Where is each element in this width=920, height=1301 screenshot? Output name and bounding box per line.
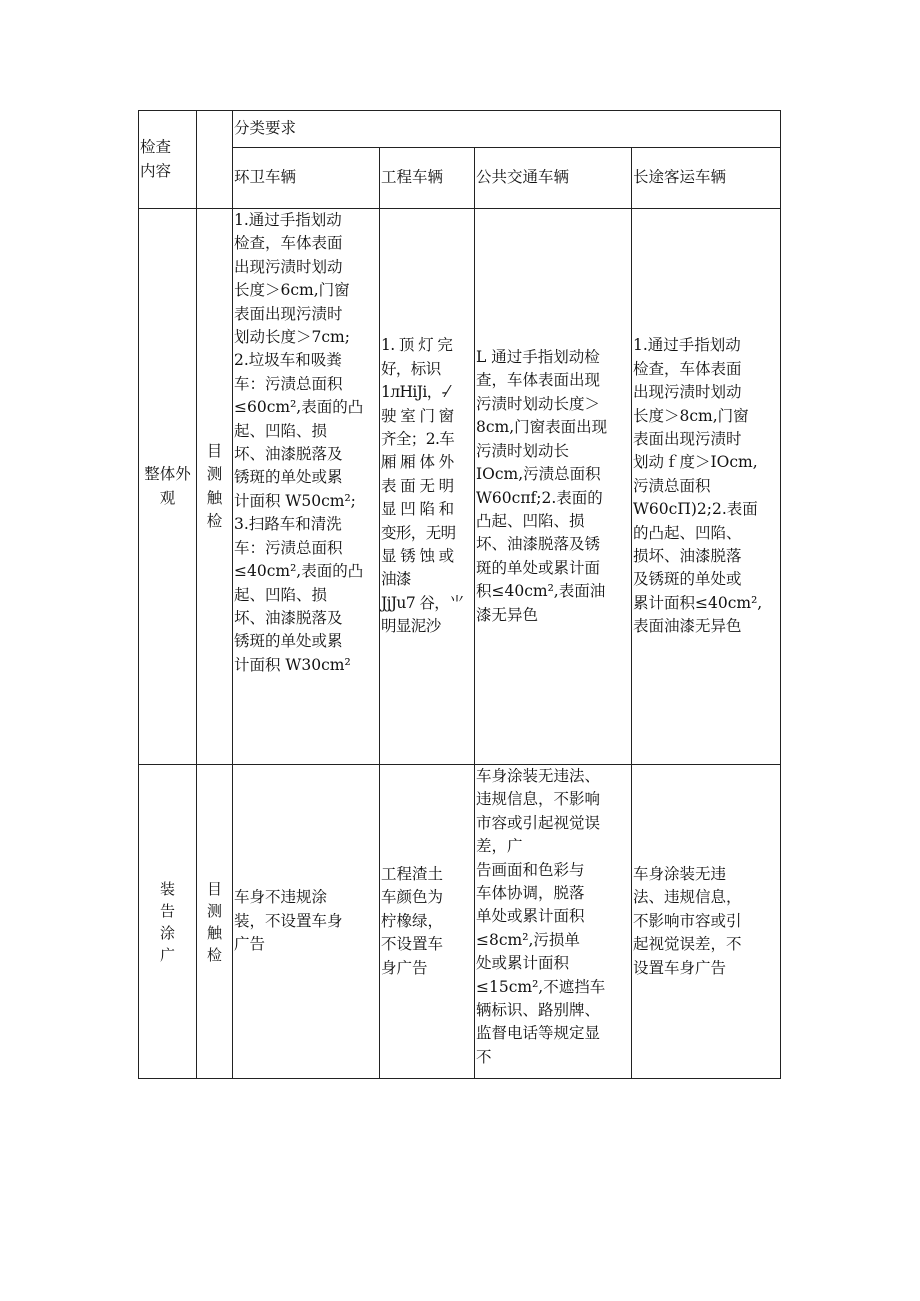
row-method: 目 测 触 检: [197, 209, 233, 765]
table-row-overall-appearance: [139, 209, 781, 765]
header-category-sanitation: 环卫车辆: [233, 148, 380, 209]
header-category-public-transport: 公共交通车辆: [475, 148, 632, 209]
row-item-label: 装 告 涂 广: [139, 765, 197, 1079]
cell-public-transport-requirement: L 通过手指划动检 查，车体表面出现 污渍时划动长度＞ 8cm,门窗表面出现 污渍时划动长 IOcm,污渍总面积 W60cπf;2.表面的 凸起、凹陷、损 坏、油漆脱落及锈 斑的单处或累计面 积≤40cm²,表面油 漆无异色: [475, 209, 632, 765]
cell-sanitation-requirement: 车身不违规涂 装，不设置车身 广告: [233, 765, 380, 1079]
cell-public-transport-requirement: 车身涂装无违法、 违规信息，不影响 市容或引起视觉误 差，广 告画面和色彩与 车体协调，脱落 单处或累计面积 ≤8cm²,污损单 处或累计面积 ≤15cm²,不遮挡车 辆标识、路别牌、 监督电话等规定显 不: [475, 765, 632, 1079]
cell-engineering-requirement: 工程渣土 车颜色为 柠橡绿， 不设置车 身广告: [380, 765, 475, 1079]
header-category-long-distance: 长途客运车辆: [632, 148, 781, 209]
cell-long-distance-requirement: 车身涂装无违 法、违规信息， 不影响市容或引 起视觉误差，不 设置车身广告: [632, 765, 781, 1079]
header-category-requirements: 分类要求: [233, 111, 781, 148]
header-row-categories: [139, 148, 781, 209]
cell-long-distance-requirement: 1.通过手指划动 检查，车体表面 出现污渍时划动 长度＞8cm,门窗 表面出现污渍时 划动ｆ度＞IOcm, 污渍总面积 W60cΠ)2;2.表面 的凸起、凹陷、 损坏、油漆脱落 及锈斑的单处或 累计面积≤40cm², 表面油漆无异色: [632, 209, 781, 765]
row-method: 目 测 触 检: [197, 765, 233, 1079]
table-row-livery-advertising: [139, 765, 781, 1079]
row-item-label: 整体外 观: [139, 209, 197, 765]
header-row-top: [139, 111, 781, 148]
header-category-engineering: 工程车辆: [380, 148, 475, 209]
cell-sanitation-requirement: 1.通过手指划动 检查，车体表面 出现污渍时划动 长度＞6cm,门窗 表面出现污渍时 划动长度＞7cm; 2.垃圾车和吸粪 车：污渍总面积 ≤60cm²,表面的凸 起、凹陷、损 坏、油漆脱落及 锈斑的单处或累 计面积 W50cm²; 3.扫路车和清洗 车：污渍总面积 ≤40cm²,表面的凸 起、凹陷、损 坏、油漆脱落及 锈斑的单处或累 计面积 W30cm²: [233, 209, 380, 765]
header-inspection-content: 检查 内容: [139, 111, 197, 209]
header-method-blank: [197, 111, 233, 209]
cell-engineering-requirement: 1. 顶 灯 完 好，标识 1лHiJi，-⁄ 驶 室 门 窗 齐全；2.车 厢 厢 体 外 表 面 无 明 显 凹 陷 和 变形，无明 显 锈 蚀 或 油漆 JjJu7 谷，⺌ 明显泥沙: [380, 209, 475, 765]
inspection-standards-table: [138, 110, 781, 1079]
